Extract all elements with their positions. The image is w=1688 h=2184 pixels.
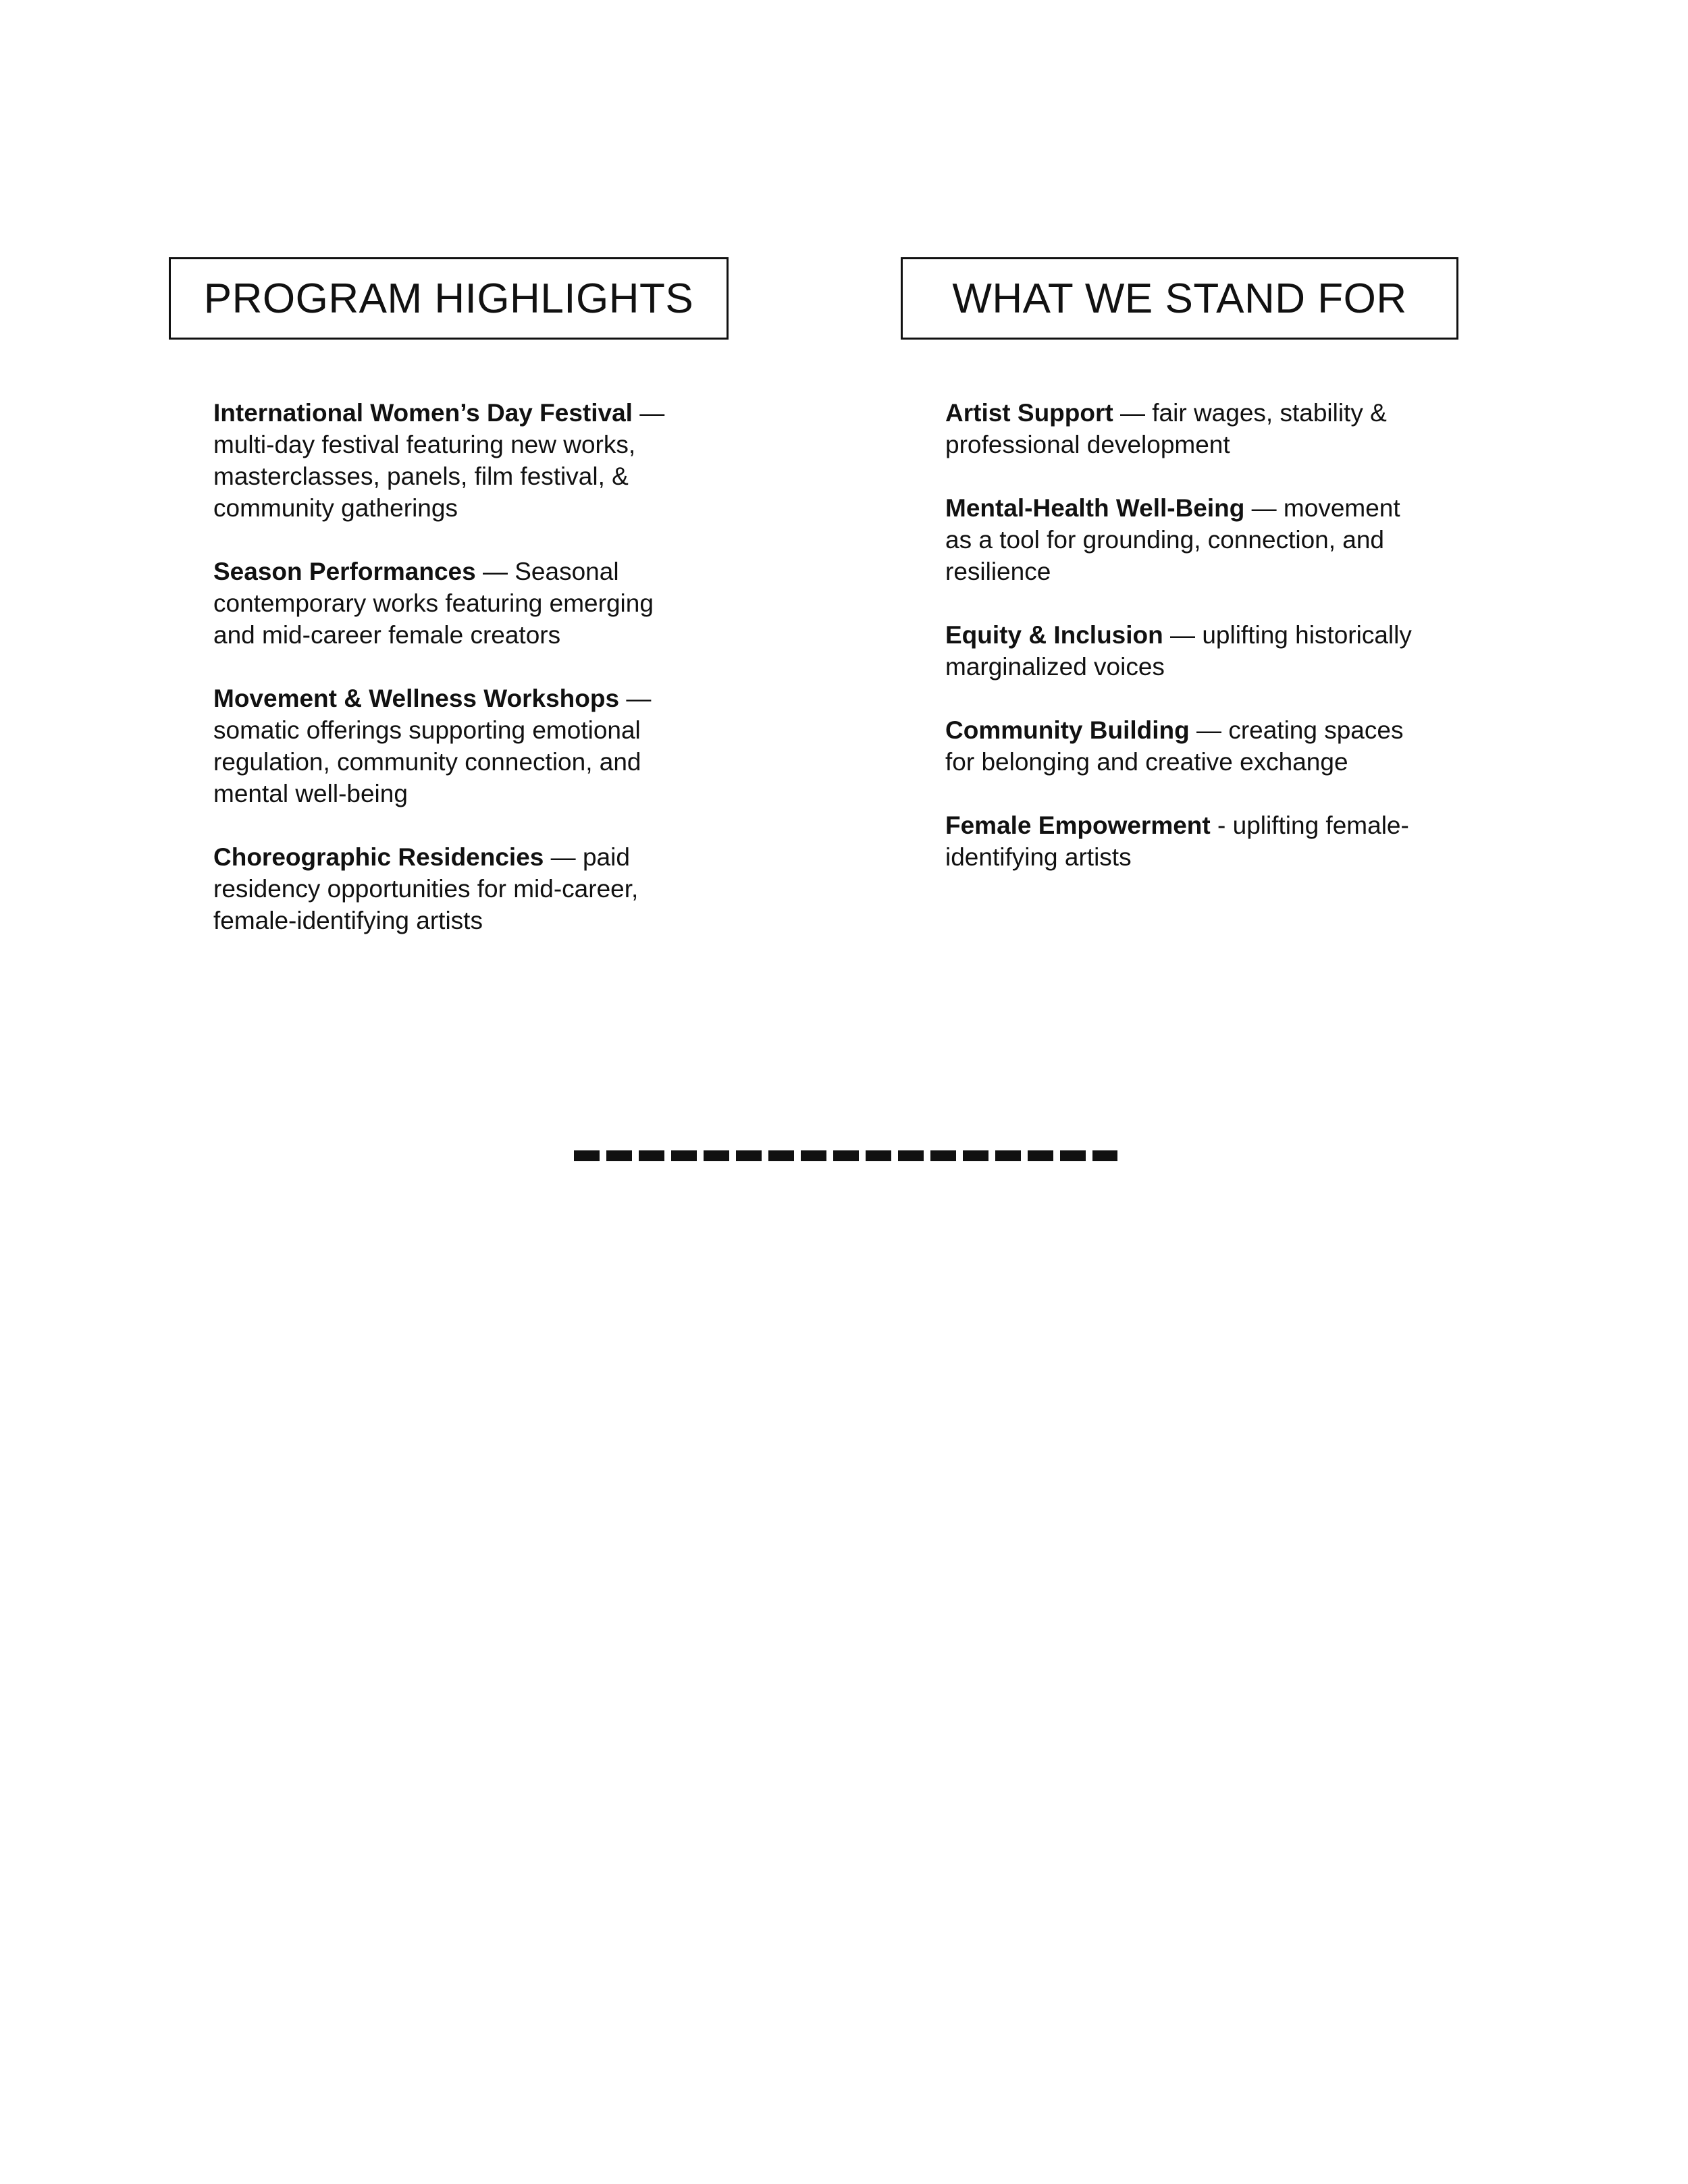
program-highlights-heading: PROGRAM HIGHLIGHTS [169,257,729,340]
item-title: Mental-Health Well-Being [945,494,1245,522]
list-item [945,619,1431,683]
item-separator: — [1163,621,1203,649]
item-title: Season Performances [213,558,476,585]
list-item [945,492,1431,587]
item-title: Movement & Wellness Workshops [213,685,620,712]
item-separator: — [475,558,515,585]
item-description: uplifting historically marginalized voices [945,621,1412,681]
item-description: somatic offerings supporting emotional regulation, community connection, and mental well-being [213,716,641,807]
item-description: movement as a tool for grounding, connection, and resilience [945,494,1400,585]
item-description: multi-day festival featuring new works, masterclasses, panels, film festival, & community gatherings [213,431,636,522]
list-item [945,809,1431,873]
what-we-stand-for-list [945,397,1431,905]
item-description: uplifting female-identifying artists [945,811,1409,871]
item-description: fair wages, stability & professional development [945,399,1387,458]
item-title: Female Empowerment [945,811,1211,839]
item-separator: — [1113,399,1153,427]
list-item [945,714,1431,778]
dashed-divider [574,1150,1117,1162]
item-title: Community Building [945,716,1190,744]
item-separator: — [1189,716,1229,744]
item-description: creating spaces for belonging and creative exchange [945,716,1404,776]
list-item [213,683,700,809]
item-description: paid residency opportunities for mid-career, female-identifying artists [213,843,639,934]
item-title: Artist Support [945,399,1113,427]
item-title: Choreographic Residencies [213,843,544,871]
item-title: Equity & Inclusion [945,621,1163,649]
item-separator: - [1210,811,1233,839]
list-item [213,397,700,524]
what-we-stand-for-heading: WHAT WE STAND FOR [901,257,1458,340]
list-item [213,556,700,651]
item-description: Seasonal contemporary works featuring emerging and mid-career female creators [213,558,654,649]
item-separator: — [619,685,652,712]
item-separator: — [1244,494,1284,522]
list-item [213,841,700,936]
item-separator: — [544,843,583,871]
item-separator: — [632,399,665,427]
program-highlights-list [213,397,700,968]
item-title: International Women’s Day Festival [213,399,633,427]
list-item [945,397,1431,460]
